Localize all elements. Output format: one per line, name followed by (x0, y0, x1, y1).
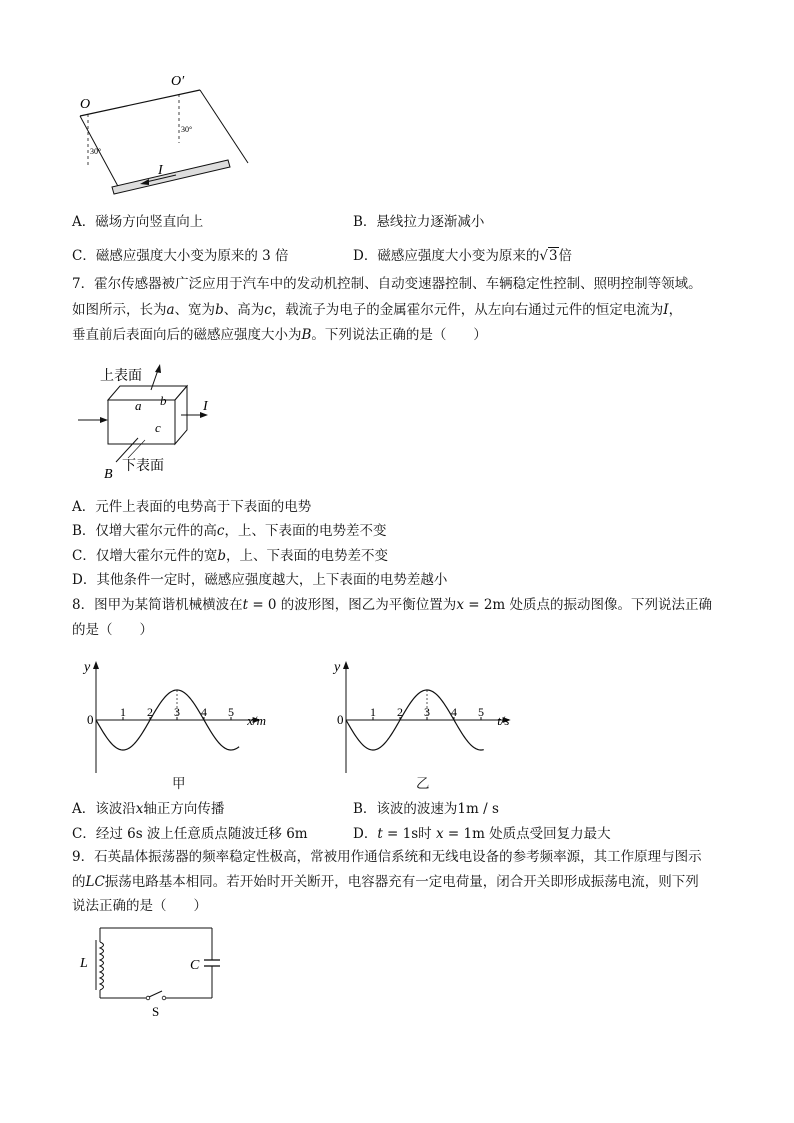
x-tick-label: 1 (120, 705, 126, 719)
q6-figure (70, 68, 240, 198)
q7-option-a: A．元件上表面的电势高于下表面的电势 (72, 499, 312, 515)
x-tick-label: 5 (228, 705, 234, 719)
q8-line2: 的是（ ） (72, 622, 153, 638)
q8-option-a (72, 797, 224, 817)
q8-option-a-text: 轴正方向传播 (143, 801, 225, 817)
q7-option-b-text: B．仅增大霍尔元件的高 (72, 523, 217, 539)
q8-line1 (72, 594, 712, 616)
label-s: S (152, 1004, 160, 1019)
var-b: b (217, 548, 226, 564)
q7-text: 、宽为 (174, 302, 216, 318)
origin-label: 0 (337, 712, 344, 727)
q6-option-b: B．悬线拉力逐渐减小 (353, 214, 485, 230)
q7-option-d: D．其他条件一定时，磁感应强度越大，上下表面的电势差越小 (72, 572, 448, 588)
q9-text: 振荡电路基本相同。若开始时开关断开，电容器充有一定电荷量，闭合开关即形成振荡电流，则下列 (104, 874, 699, 890)
x-tick-label: 2 (397, 705, 403, 719)
x-tick-label: 1 (370, 705, 376, 719)
q9-line3: 说法正确的是（ ） (72, 898, 207, 914)
q7-figure (78, 360, 238, 485)
label-top-surface: 上表面 (100, 369, 142, 384)
y-axis-label: y (84, 660, 91, 675)
q7-line3 (72, 324, 487, 346)
label-i: I (203, 399, 208, 414)
x-tick-label: 2 (147, 705, 153, 719)
x-tick-label: 5 (478, 705, 484, 719)
q8-option-a-text: A．该波沿 (72, 801, 136, 817)
var-x: x (456, 597, 464, 613)
label-b-field: B (104, 467, 113, 482)
q7-text: 、高为 (223, 302, 265, 318)
q8-option-c: C．经过 6s 波上任意质点随波迁移 6m (72, 826, 308, 842)
x-tick-label: 3 (174, 705, 180, 719)
q6-option-d-prefix: D．磁感应强度大小变为原来的 (353, 248, 540, 264)
var-b-field: B (301, 327, 312, 343)
q7-option-c-text: C．仅增大霍尔元件的宽 (72, 548, 218, 564)
var-lc: LC (85, 874, 105, 890)
q8-option-d (353, 822, 611, 842)
q7-option-b (72, 520, 386, 542)
q7-option-c-text: ，上、下表面的电势差不变 (226, 548, 388, 564)
angle-left-label: 30° (90, 147, 102, 156)
y-axis-arrow (343, 661, 349, 669)
label-l: L (80, 956, 88, 971)
q6-option-a: A．磁场方向竖直向上 (72, 214, 204, 230)
q9-line1: 9．石英晶体振荡器的频率稳定性极高，常被用作通信系统和无线电设备的参考频率源，其工作原理与图示 (72, 849, 702, 865)
q7-line2 (72, 299, 682, 321)
var-c: c (216, 523, 225, 539)
var-x: x (435, 826, 444, 842)
q8-text: = 0 的波形图，图乙为平衡位置为 (248, 597, 457, 613)
q7-option-c (72, 545, 388, 567)
sqrt-radicand: 3 (548, 248, 558, 264)
var-b: b (215, 302, 224, 318)
x-axis-label: t/s (497, 713, 510, 728)
label-bottom-surface: 下表面 (122, 459, 164, 474)
x-tick-label: 3 (424, 705, 430, 719)
q7-text: 垂直前后表面向后的磁感应强度大小为 (72, 327, 302, 343)
lc-circuit-figure (76, 924, 236, 1024)
label-o-prime: O′ (171, 74, 185, 89)
label-c: c (155, 420, 161, 435)
q7-option-b-text: ，上、下表面的电势差不变 (224, 523, 387, 539)
q7-text: 。下列说法正确的是（ ） (311, 327, 487, 343)
caption-jia: 甲 (172, 776, 186, 792)
q8-option-d-text: D． (353, 826, 378, 842)
var-a: a (166, 302, 175, 318)
y-axis-arrow (93, 661, 99, 669)
x-tick-label: 4 (201, 705, 207, 719)
label-current: I (158, 163, 163, 178)
q8-option-d-text: = 1m 处质点受回复力最大 (443, 826, 611, 842)
q9-line2 (72, 871, 699, 893)
x-tick-label: 4 (451, 705, 457, 719)
var-t: t (242, 597, 249, 613)
q8-text: 8．图甲为某简谐机械横波在 (72, 597, 243, 613)
var-c: c (264, 302, 272, 318)
y-axis-label: y (334, 660, 341, 675)
q7-text: 如图所示，长为 (72, 302, 167, 318)
wave-graph-jia (72, 655, 292, 785)
label-o: O (80, 97, 91, 112)
q7-text: ，载流子为电子的金属霍尔元件，从左向右通过元件的恒定电流为 (271, 302, 664, 318)
q7-line1: 7．霍尔传感器被广泛应用于汽车中的发动机控制、自动变速器控制、车辆稳定性控制、照明控制等领域。 (72, 276, 702, 292)
var-t: t (377, 826, 383, 842)
q6-option-d-suffix: 倍 (558, 248, 573, 264)
q6-option-d (353, 244, 572, 264)
q7-text: ， (668, 302, 683, 318)
sqrt-symbol: √3 (539, 248, 558, 264)
q6-option-c: C．磁感应强度大小变为原来的 3 倍 (72, 248, 289, 264)
label-b: b (160, 393, 167, 408)
angle-right-label: 30° (181, 125, 193, 134)
vibration-graph-yi (322, 655, 542, 785)
x-axis-label: x/m (247, 713, 266, 728)
q8-option-d-text: = 1s时 (382, 826, 436, 842)
var-x: x (135, 801, 144, 817)
q8-text: = 2m 处质点的振动图像。下列说法正确 (463, 597, 713, 613)
label-c: C (190, 958, 200, 973)
q8-option-b: B．该波的波速为1m / s (353, 801, 499, 817)
var-i: I (663, 302, 669, 318)
q9-text: 的 (72, 874, 86, 890)
origin-label: 0 (87, 712, 94, 727)
caption-yi: 乙 (416, 776, 430, 792)
label-a: a (135, 398, 142, 413)
